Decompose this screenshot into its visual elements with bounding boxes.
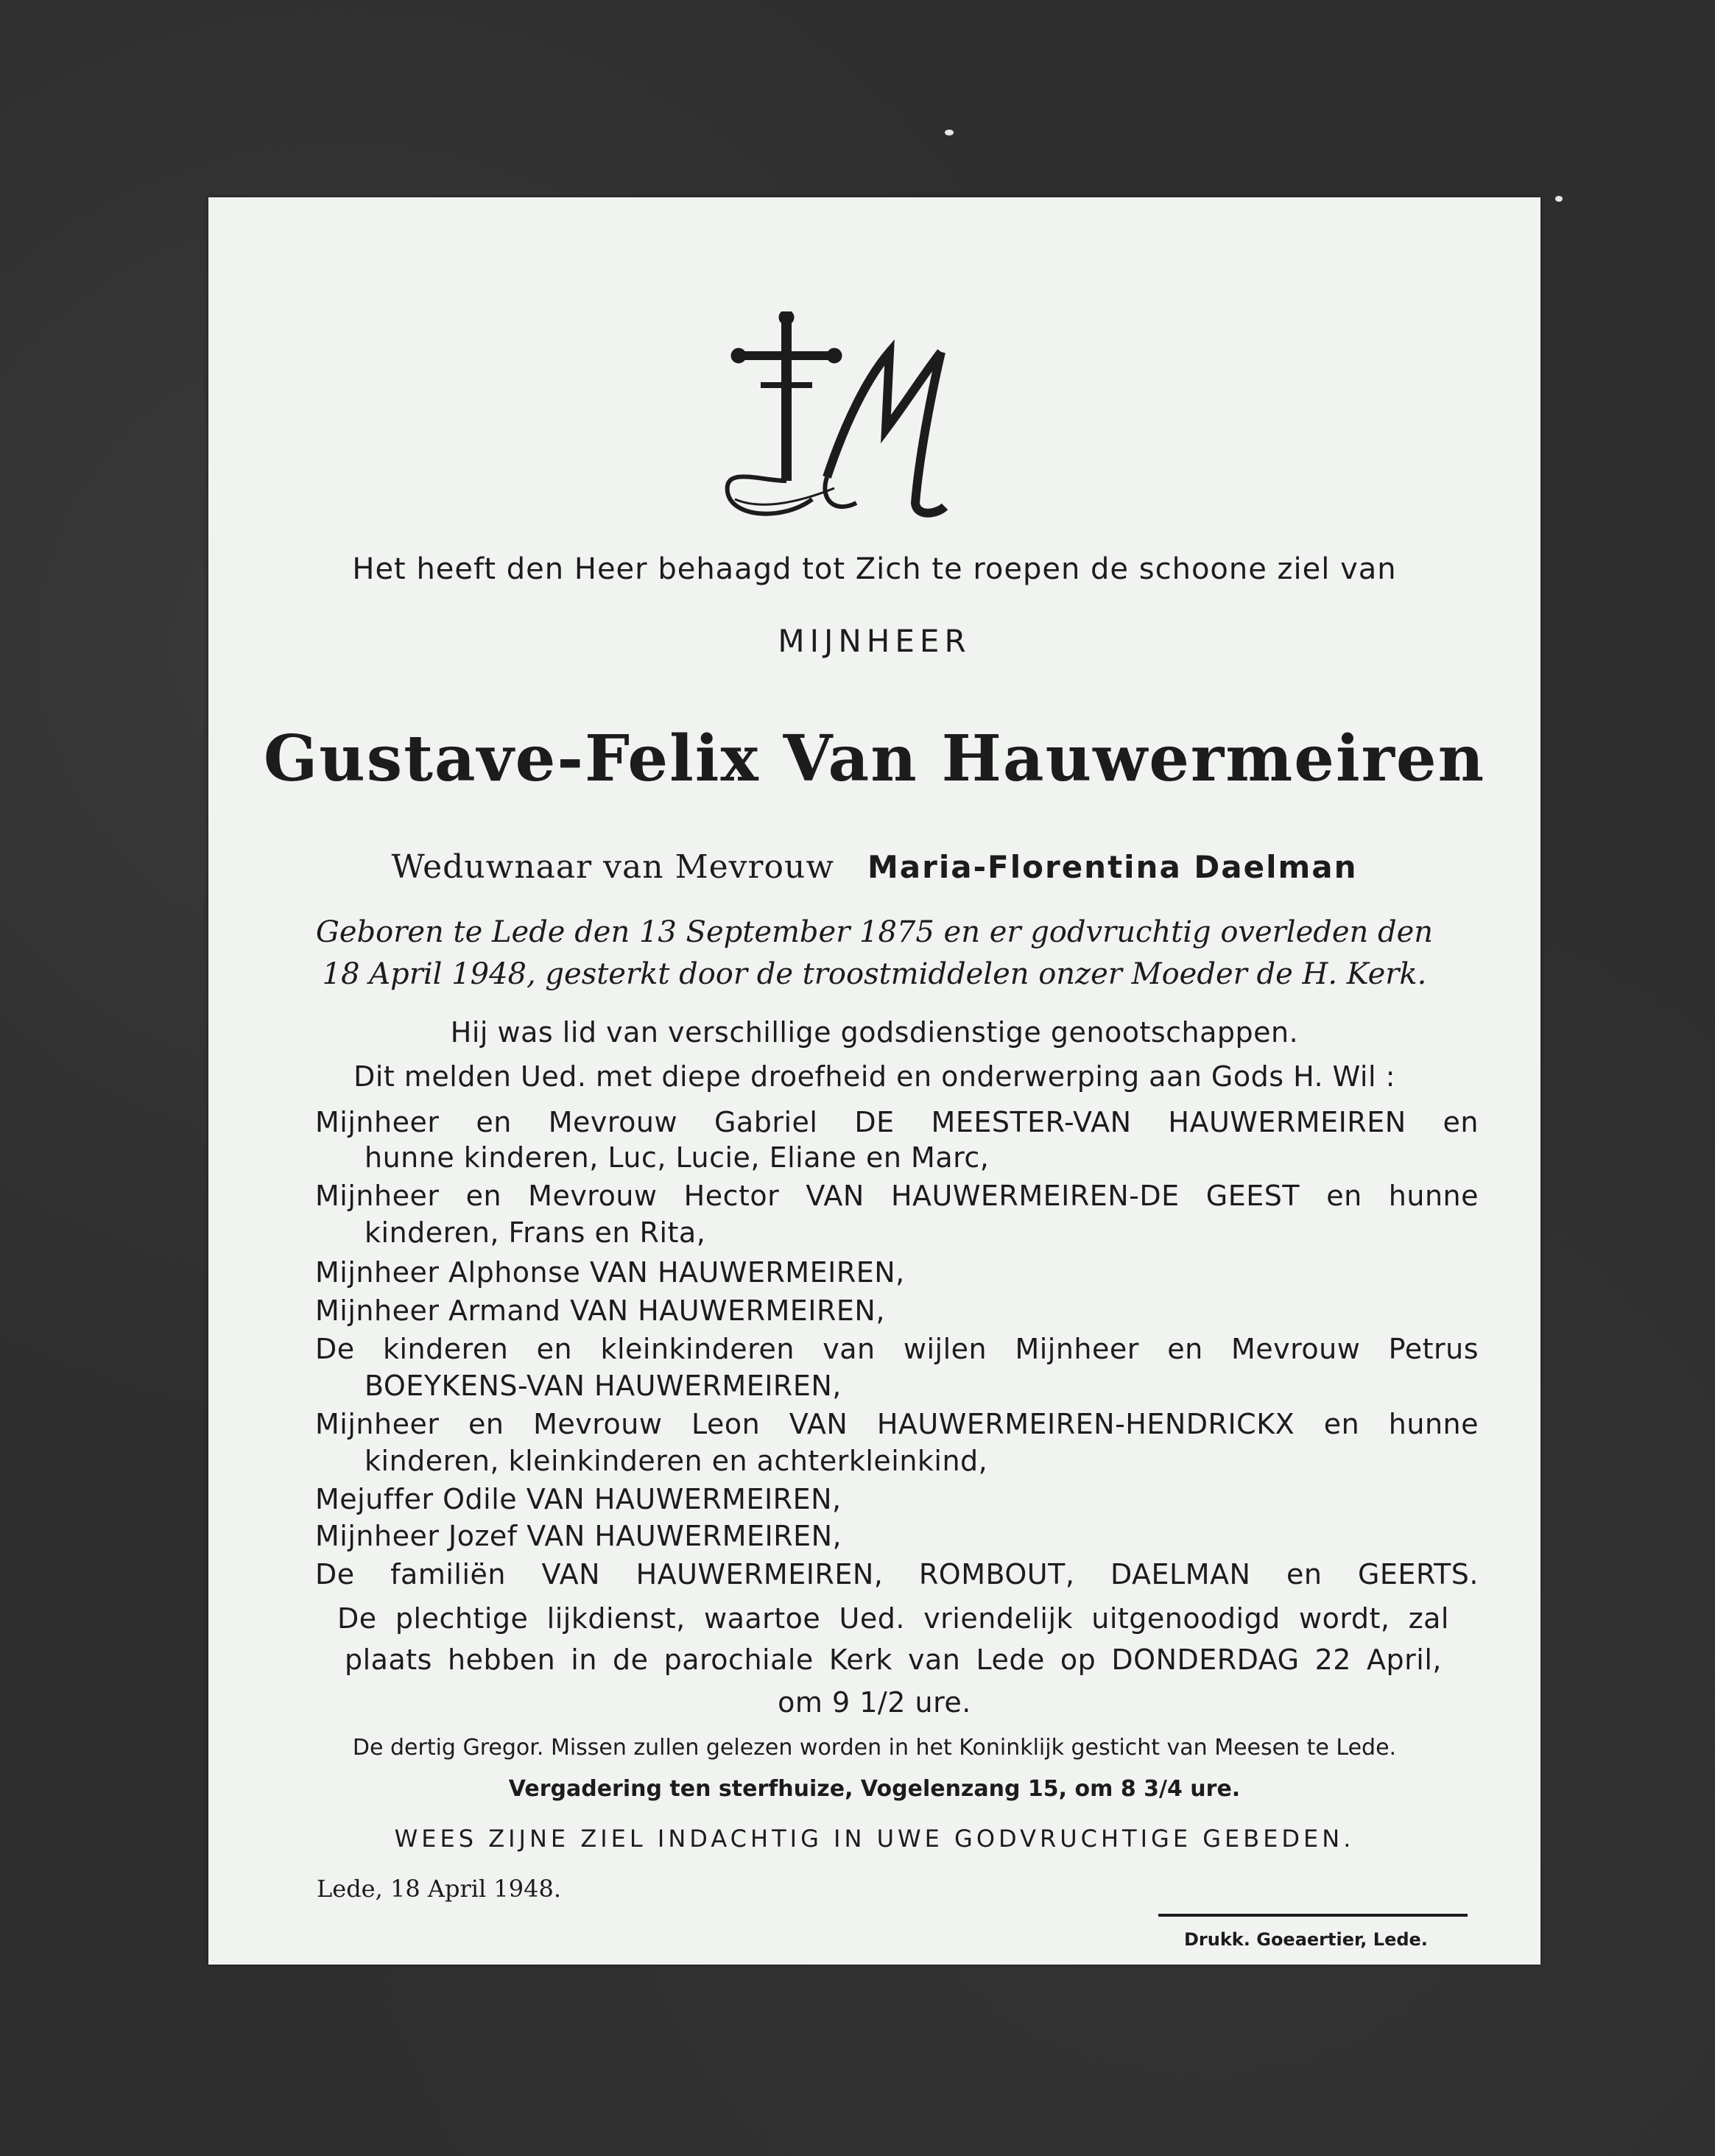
mourner-line: kinderen, Frans en Rita, [365,1216,706,1249]
mourner-line: Mejuffer Odile VAN HAUWERMEIREN, [315,1483,842,1515]
prayer-line: WEES ZIJNE ZIEL INDACHTIG IN UWE GODVRUCHTIGE GEBEDEN. [394,1825,1355,1853]
wife-name: Maria-Florentina Daelman [867,849,1358,885]
death-notice-card [208,197,1540,1965]
dust-speck [1555,196,1563,202]
mourner-line: De kinderen en kleinkinderen van wijlen Mijnheer en Mevrouw Petrus [315,1333,1479,1365]
announcement-line: Dit melden Ued. met diepe droefheid en onderwerping aan Gods H. Wil : [353,1060,1395,1093]
honorific: MIJNHEER [778,623,971,659]
service-line-1: De plechtige lijkdienst, waartoe Ued. vriendelijk uitgenoodigd wordt, zal [337,1602,1449,1635]
place-date: Lede, 18 April 1948. [317,1875,561,1903]
mourner-line: Mijnheer Jozef VAN HAUWERMEIREN, [315,1520,842,1552]
mourner-line: Mijnheer Armand VAN HAUWERMEIREN, [315,1294,885,1327]
mourner-line: BOEYKENS-VAN HAUWERMEIREN, [365,1370,842,1402]
mourner-line: kinderen, kleinkinderen en achterkleinkind, [365,1445,988,1477]
widower-line [208,848,1540,886]
printer-credit: Drukk. Goeaertier, Lede. [1184,1929,1428,1950]
mourner-line: Mijnheer en Mevrouw Hector VAN HAUWERMEIREN-DE GEEST en hunne [315,1180,1479,1212]
intro-line: Het heeft den Heer behaagd tot Zich te roepen de schoone ziel van [352,552,1397,586]
mourner-line: Mijnheer en Mevrouw Gabriel DE MEESTER-VAN HAUWERMEIREN en [315,1106,1479,1138]
service-line-3: om 9 1/2 ure. [778,1686,971,1719]
gathering-line: Vergadering ten sterfhuize, Vogelenzang 15, om 8 3/4 ure. [508,1776,1241,1802]
masses-line: De dertig Gregor. Missen zullen gelezen worden in het Koninklijk gesticht van Meesen te Lede. [352,1735,1397,1761]
membership-line: Hij was lid van verschillige godsdienstige genootschappen. [450,1016,1299,1049]
mourner-line: hunne kinderen, Luc, Lucie, Eliane en Marc, [365,1141,990,1174]
printer-rule [1158,1914,1468,1917]
deceased-name: Gustave-Felix Van Hauwermeiren [263,722,1486,796]
widower-prefix: Weduwnaar van Mevrouw [391,848,835,886]
mourner-line: Mijnheer en Mevrouw Leon VAN HAUWERMEIREN-HENDRICKX en hunne [315,1408,1479,1440]
dust-speck [945,130,954,135]
birth-line-2: 18 April 1948, gesterkt door de troostmiddelen onzer Moeder de H. Kerk. [322,957,1427,991]
cross-monogram-emblem [716,311,952,532]
mourner-line: De familiën VAN HAUWERMEIREN, ROMBOUT, DAELMAN en GEERTS. [315,1558,1479,1590]
service-line-2: plaats hebben in de parochiale Kerk van Lede op DONDERDAG 22 April, [345,1644,1442,1676]
birth-line-1: Geboren te Lede den 13 September 1875 en er godvruchtig overleden den [315,915,1434,949]
mourner-line: Mijnheer Alphonse VAN HAUWERMEIREN, [315,1256,905,1289]
